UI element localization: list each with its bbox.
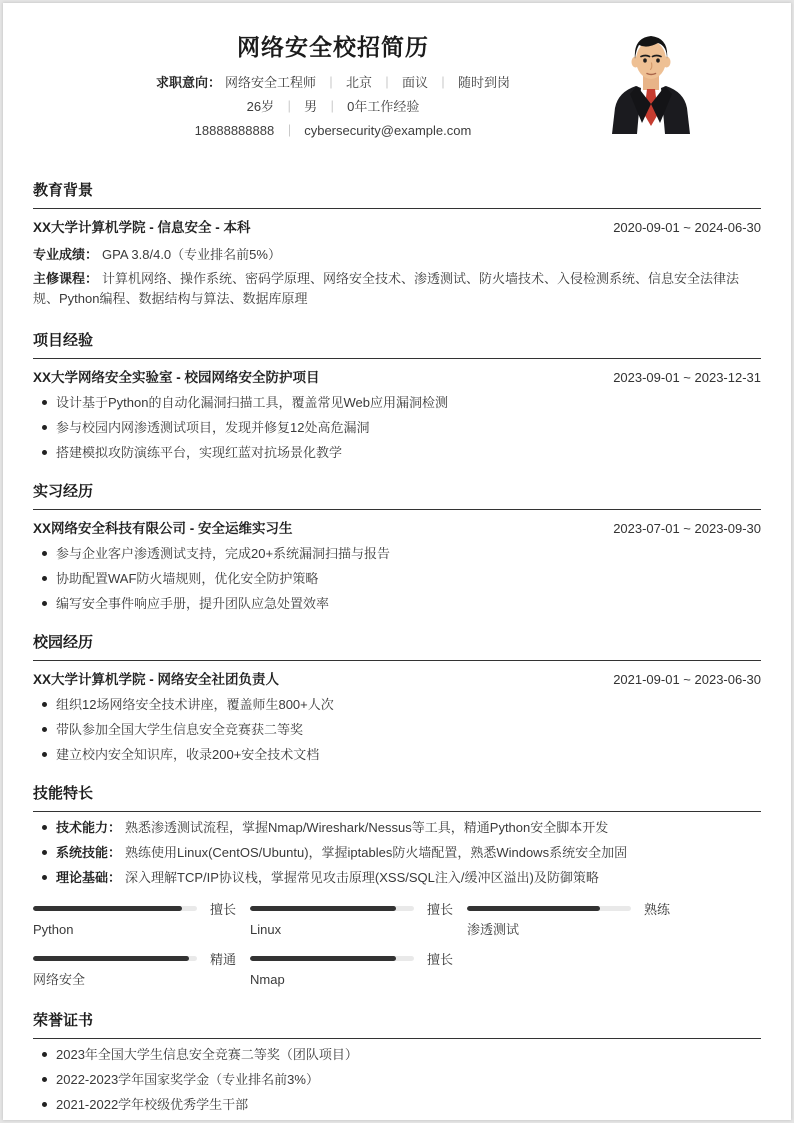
list-item: 参与校园内网渗透测试项目，发现并修复12处高危漏洞 [33,420,761,435]
section-internship [33,482,761,611]
list-item [33,870,761,885]
skill-name: Nmap [250,972,285,987]
entry-date: 2023-09-01 ~ 2023-12-31 [613,370,761,385]
list-item: 2021-2022学年校级优秀学生干部 [33,1097,761,1112]
separator: ｜ [283,124,296,138]
section-project [33,331,761,460]
skill-name: 渗透测试 [467,922,520,937]
section-skills [33,784,761,989]
skill-item-netsec [33,949,250,989]
skill-category-label: 技术能力： [56,820,122,835]
list-item: 协助配置WAF防火墙规则，优化安全防护策略 [33,571,761,586]
skill-item-python [33,899,250,939]
list-item: 2022-2023学年国家奖学金（专业排名前3%） [33,1072,761,1087]
separator: ｜ [381,76,394,90]
separator: ｜ [326,100,339,114]
skill-bar-fill [250,956,396,961]
section-divider [33,208,761,209]
field-text: GPA 3.8/4.0（专业排名前5%） [102,247,281,262]
section-divider [33,811,761,812]
job-intent-line [33,71,633,95]
gpa-field [33,245,761,265]
skill-name: Python [33,922,74,937]
skill-bar-track [250,956,414,961]
field-label: 主修课程： [33,271,99,286]
skills-bullet-list [33,820,761,885]
intent-label: 求职意向： [155,75,221,90]
basic-info-line [33,95,633,119]
section-heading: 技能特长 [33,785,94,802]
section-heading: 教育背景 [33,182,94,199]
portrait-illustration-icon [603,30,699,134]
list-item: 带队参加全国大学生信息安全竞赛获二等奖 [33,722,761,737]
section-divider [33,509,761,510]
internship-bullet-list [33,546,761,611]
section-heading: 校园经历 [33,634,94,651]
age: 26岁 [246,99,275,114]
list-item [33,820,761,835]
skill-category-label: 理论基础： [56,870,122,885]
skill-item-nmap [250,949,467,989]
intent-city: 北京 [345,75,372,90]
skill-category-text: 深入理解TCP/IP协议栈，掌握常见攻击原理(XSS/SQL注入/缓冲区溢出)及防御策略 [125,870,599,885]
internship-entry [33,520,761,538]
entry-date: 2020-09-01 ~ 2024-06-30 [613,220,761,235]
education-entry [33,219,761,237]
section-honors [33,1011,761,1112]
profile-photo [603,30,699,134]
intent-availability: 随时到岗 [458,75,511,90]
project-entry [33,369,761,387]
campus-entry [33,671,761,689]
separator: ｜ [324,76,337,90]
intent-salary: 面议 [402,75,429,90]
skill-bars-grid [33,899,761,989]
skill-bar-track [33,956,197,961]
work-experience: 0年工作经验 [347,99,420,114]
resume-header [33,3,761,143]
separator: ｜ [437,76,450,90]
skill-bar-fill [467,906,600,911]
entry-date: 2021-09-01 ~ 2023-06-30 [613,672,761,687]
entry-title: XX大学网络安全实验室 - 校园网络安全防护项目 [33,370,320,385]
phone-number: 18888888888 [194,123,275,138]
contact-info-line [33,119,633,143]
field-text: 计算机网络、操作系统、密码学原理、网络安全技术、渗透测试、防火墙技术、入侵检测系统、信息安全法律法规、Python编程、数据结构与算法、数据库原理 [33,271,740,306]
skill-category-text: 熟悉渗透测试流程，掌握Nmap/Wireshark/Nessus等工具，精通Python安全脚本开发 [125,820,609,835]
skill-name: 网络安全 [33,972,86,987]
section-heading: 荣誉证书 [33,1012,94,1029]
skill-bar-track [33,906,197,911]
section-heading: 项目经验 [33,332,94,349]
entry-title: XX网络安全科技有限公司 - 安全运维实习生 [33,521,293,536]
entry-title: XX大学计算机学院 - 网络安全社团负责人 [33,672,280,687]
list-item [33,845,761,860]
project-bullet-list [33,395,761,460]
skill-item-linux [250,899,467,939]
field-label: 专业成绩： [33,247,99,262]
gender: 男 [304,99,318,114]
list-item: 设计基于Python的自动化漏洞扫描工具，覆盖常见Web应用漏洞检测 [33,395,761,410]
honors-bullet-list [33,1047,761,1112]
skill-category-text: 熟练使用Linux(CentOS/Ubuntu)，掌握iptables防火墙配置，熟悉Windows系统安全加固 [125,845,628,860]
page-title: 网络安全校招简历 [237,34,429,60]
list-item: 2023年全国大学生信息安全竞赛二等奖（团队项目） [33,1047,761,1062]
skill-bar-fill [33,956,189,961]
skill-bar-track [467,906,631,911]
section-heading: 实习经历 [33,483,94,500]
intent-position: 网络安全工程师 [224,75,316,90]
skill-level-label: 熟练 [644,901,671,917]
section-education [33,181,761,309]
skill-level-label: 精通 [210,951,237,967]
skill-bar-fill [250,906,396,911]
skill-item-pentest [467,899,684,939]
list-item: 组织12场网络安全技术讲座，覆盖师生800+人次 [33,697,761,712]
section-divider [33,1038,761,1039]
header-text-block [33,33,633,143]
skill-level-label: 擅长 [427,901,454,917]
entry-date: 2023-07-01 ~ 2023-09-30 [613,521,761,536]
email-address: cybersecurity@example.com [304,123,472,138]
section-divider [33,358,761,359]
list-item: 参与企业客户渗透测试支持，完成20+系统漏洞扫描与报告 [33,546,761,561]
campus-bullet-list [33,697,761,762]
skill-level-label: 擅长 [427,951,454,967]
section-divider [33,660,761,661]
skill-level-label: 擅长 [210,901,237,917]
skill-category-label: 系统技能： [56,845,122,860]
section-campus [33,633,761,762]
list-item: 搭建模拟攻防演练平台，实现红蓝对抗场景化教学 [33,445,761,460]
skill-name: Linux [250,922,282,937]
separator: ｜ [283,100,296,114]
resume-page [3,3,791,1120]
courses-field [33,269,761,309]
skill-bar-fill [33,906,182,911]
entry-title: XX大学计算机学院 - 信息安全 - 本科 [33,220,251,235]
list-item: 建立校内安全知识库，收录200+安全技术文档 [33,747,761,762]
skill-bar-track [250,906,414,911]
list-item: 编写安全事件响应手册，提升团队应急处置效率 [33,596,761,611]
